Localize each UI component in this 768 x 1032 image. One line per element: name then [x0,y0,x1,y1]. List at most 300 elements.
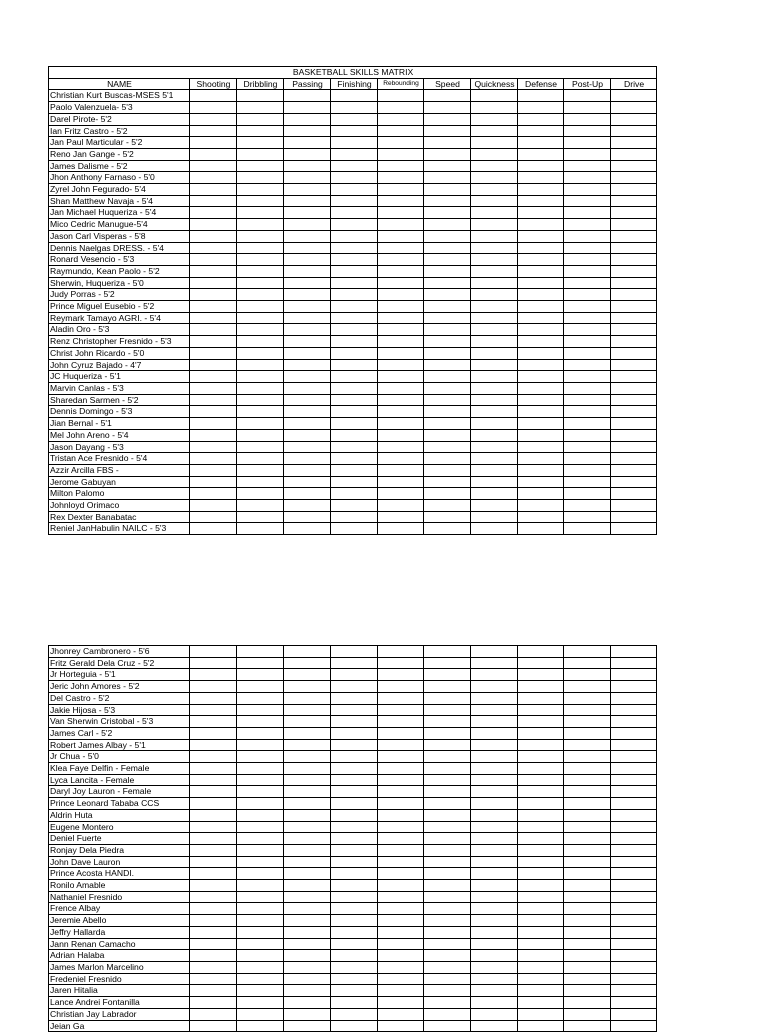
skill-rating-cell[interactable] [611,751,657,763]
skill-rating-cell[interactable] [331,692,378,704]
skill-rating-cell[interactable] [331,950,378,962]
skill-rating-cell[interactable] [237,926,284,938]
skill-rating-cell[interactable] [518,113,564,125]
skill-rating-cell[interactable] [190,774,237,786]
skill-rating-cell[interactable] [424,997,471,1009]
skill-rating-cell[interactable] [284,265,331,277]
skill-rating-cell[interactable] [471,669,518,681]
skill-rating-cell[interactable] [518,382,564,394]
skill-rating-cell[interactable] [190,359,237,371]
skill-rating-cell[interactable] [518,821,564,833]
skill-rating-cell[interactable] [284,915,331,927]
skill-rating-cell[interactable] [331,1008,378,1020]
skill-rating-cell[interactable] [611,950,657,962]
skill-rating-cell[interactable] [284,347,331,359]
skill-rating-cell[interactable] [564,938,611,950]
skill-rating-cell[interactable] [471,868,518,880]
skill-rating-cell[interactable] [284,312,331,324]
skill-rating-cell[interactable] [564,856,611,868]
skill-rating-cell[interactable] [611,1020,657,1032]
skill-rating-cell[interactable] [284,856,331,868]
skill-rating-cell[interactable] [284,973,331,985]
skill-rating-cell[interactable] [518,786,564,798]
skill-rating-cell[interactable] [471,751,518,763]
skill-rating-cell[interactable] [190,429,237,441]
skill-rating-cell[interactable] [424,880,471,892]
skill-rating-cell[interactable] [564,312,611,324]
skill-rating-cell[interactable] [284,751,331,763]
skill-rating-cell[interactable] [611,880,657,892]
skill-rating-cell[interactable] [190,657,237,669]
skill-rating-cell[interactable] [284,1020,331,1032]
skill-rating-cell[interactable] [424,809,471,821]
skill-rating-cell[interactable] [564,973,611,985]
skill-rating-cell[interactable] [518,751,564,763]
skill-rating-cell[interactable] [518,160,564,172]
skill-rating-cell[interactable] [564,751,611,763]
skill-rating-cell[interactable] [378,950,424,962]
skill-rating-cell[interactable] [611,763,657,775]
skill-rating-cell[interactable] [518,716,564,728]
skill-rating-cell[interactable] [564,347,611,359]
skill-rating-cell[interactable] [378,844,424,856]
skill-rating-cell[interactable] [284,523,331,535]
skill-rating-cell[interactable] [518,418,564,430]
skill-rating-cell[interactable] [237,903,284,915]
skill-rating-cell[interactable] [237,289,284,301]
skill-rating-cell[interactable] [611,809,657,821]
skill-rating-cell[interactable] [564,669,611,681]
skill-rating-cell[interactable] [331,102,378,114]
skill-rating-cell[interactable] [564,809,611,821]
skill-rating-cell[interactable] [331,669,378,681]
skill-rating-cell[interactable] [518,915,564,927]
skill-rating-cell[interactable] [611,856,657,868]
skill-rating-cell[interactable] [471,511,518,523]
skill-rating-cell[interactable] [331,418,378,430]
skill-rating-cell[interactable] [564,382,611,394]
skill-rating-cell[interactable] [331,359,378,371]
skill-rating-cell[interactable] [284,102,331,114]
skill-rating-cell[interactable] [331,277,378,289]
skill-rating-cell[interactable] [378,265,424,277]
skill-rating-cell[interactable] [237,821,284,833]
skill-rating-cell[interactable] [190,915,237,927]
skill-rating-cell[interactable] [190,751,237,763]
skill-rating-cell[interactable] [471,90,518,102]
skill-rating-cell[interactable] [284,148,331,160]
skill-rating-cell[interactable] [471,195,518,207]
skill-rating-cell[interactable] [190,371,237,383]
skill-rating-cell[interactable] [471,915,518,927]
skill-rating-cell[interactable] [378,985,424,997]
skill-rating-cell[interactable] [237,441,284,453]
skill-rating-cell[interactable] [237,950,284,962]
skill-rating-cell[interactable] [471,102,518,114]
skill-rating-cell[interactable] [518,102,564,114]
skill-rating-cell[interactable] [237,1020,284,1032]
skill-rating-cell[interactable] [190,394,237,406]
skill-rating-cell[interactable] [378,90,424,102]
skill-rating-cell[interactable] [331,798,378,810]
skill-rating-cell[interactable] [378,172,424,184]
skill-rating-cell[interactable] [611,184,657,196]
skill-rating-cell[interactable] [331,90,378,102]
skill-rating-cell[interactable] [190,961,237,973]
skill-rating-cell[interactable] [518,347,564,359]
skill-rating-cell[interactable] [378,184,424,196]
skill-rating-cell[interactable] [284,195,331,207]
skill-rating-cell[interactable] [518,230,564,242]
skill-rating-cell[interactable] [471,265,518,277]
skill-rating-cell[interactable] [564,195,611,207]
skill-rating-cell[interactable] [611,371,657,383]
skill-rating-cell[interactable] [611,844,657,856]
skill-rating-cell[interactable] [331,523,378,535]
skill-rating-cell[interactable] [564,844,611,856]
skill-rating-cell[interactable] [190,172,237,184]
skill-rating-cell[interactable] [237,113,284,125]
skill-rating-cell[interactable] [471,1008,518,1020]
skill-rating-cell[interactable] [378,488,424,500]
skill-rating-cell[interactable] [564,523,611,535]
skill-rating-cell[interactable] [237,798,284,810]
skill-rating-cell[interactable] [237,453,284,465]
skill-rating-cell[interactable] [190,336,237,348]
skill-rating-cell[interactable] [564,833,611,845]
skill-rating-cell[interactable] [611,394,657,406]
skill-rating-cell[interactable] [611,453,657,465]
skill-rating-cell[interactable] [237,265,284,277]
skill-rating-cell[interactable] [378,681,424,693]
skill-rating-cell[interactable] [564,418,611,430]
skill-rating-cell[interactable] [518,973,564,985]
skill-rating-cell[interactable] [564,926,611,938]
skill-rating-cell[interactable] [331,751,378,763]
skill-rating-cell[interactable] [190,277,237,289]
skill-rating-cell[interactable] [237,915,284,927]
skill-rating-cell[interactable] [378,1008,424,1020]
skill-rating-cell[interactable] [378,301,424,313]
skill-rating-cell[interactable] [237,716,284,728]
skill-rating-cell[interactable] [237,137,284,149]
skill-rating-cell[interactable] [331,868,378,880]
skill-rating-cell[interactable] [284,903,331,915]
skill-rating-cell[interactable] [331,406,378,418]
skill-rating-cell[interactable] [471,184,518,196]
skill-rating-cell[interactable] [237,833,284,845]
skill-rating-cell[interactable] [564,125,611,137]
skill-rating-cell[interactable] [237,844,284,856]
skill-rating-cell[interactable] [284,716,331,728]
skill-rating-cell[interactable] [378,382,424,394]
skill-rating-cell[interactable] [331,453,378,465]
skill-rating-cell[interactable] [331,821,378,833]
skill-rating-cell[interactable] [190,973,237,985]
skill-rating-cell[interactable] [564,137,611,149]
skill-rating-cell[interactable] [331,336,378,348]
skill-rating-cell[interactable] [518,242,564,254]
skill-rating-cell[interactable] [284,476,331,488]
skill-rating-cell[interactable] [564,681,611,693]
skill-rating-cell[interactable] [378,347,424,359]
skill-rating-cell[interactable] [378,359,424,371]
skill-rating-cell[interactable] [471,312,518,324]
skill-rating-cell[interactable] [564,704,611,716]
skill-rating-cell[interactable] [331,488,378,500]
skill-rating-cell[interactable] [190,207,237,219]
skill-rating-cell[interactable] [424,868,471,880]
skill-rating-cell[interactable] [424,441,471,453]
skill-rating-cell[interactable] [331,347,378,359]
skill-rating-cell[interactable] [284,774,331,786]
skill-rating-cell[interactable] [518,692,564,704]
skill-rating-cell[interactable] [564,406,611,418]
skill-rating-cell[interactable] [611,511,657,523]
skill-rating-cell[interactable] [471,137,518,149]
skill-rating-cell[interactable] [331,511,378,523]
skill-rating-cell[interactable] [237,254,284,266]
skill-rating-cell[interactable] [424,938,471,950]
skill-rating-cell[interactable] [378,148,424,160]
skill-rating-cell[interactable] [284,336,331,348]
skill-rating-cell[interactable] [611,219,657,231]
skill-rating-cell[interactable] [331,429,378,441]
skill-rating-cell[interactable] [237,488,284,500]
skill-rating-cell[interactable] [284,511,331,523]
skill-rating-cell[interactable] [237,523,284,535]
skill-rating-cell[interactable] [611,429,657,441]
skill-rating-cell[interactable] [284,207,331,219]
skill-rating-cell[interactable] [564,997,611,1009]
skill-rating-cell[interactable] [378,692,424,704]
skill-rating-cell[interactable] [471,324,518,336]
skill-rating-cell[interactable] [424,511,471,523]
skill-rating-cell[interactable] [190,716,237,728]
skill-rating-cell[interactable] [518,511,564,523]
skill-rating-cell[interactable] [331,704,378,716]
skill-rating-cell[interactable] [611,868,657,880]
skill-rating-cell[interactable] [284,137,331,149]
skill-rating-cell[interactable] [564,160,611,172]
skill-rating-cell[interactable] [331,137,378,149]
skill-rating-cell[interactable] [284,809,331,821]
skill-rating-cell[interactable] [611,90,657,102]
skill-rating-cell[interactable] [471,786,518,798]
skill-rating-cell[interactable] [237,809,284,821]
skill-rating-cell[interactable] [378,903,424,915]
skill-rating-cell[interactable] [518,739,564,751]
skill-rating-cell[interactable] [518,985,564,997]
skill-rating-cell[interactable] [284,90,331,102]
skill-rating-cell[interactable] [378,242,424,254]
skill-rating-cell[interactable] [564,184,611,196]
skill-rating-cell[interactable] [237,277,284,289]
skill-rating-cell[interactable] [518,137,564,149]
skill-rating-cell[interactable] [424,371,471,383]
skill-rating-cell[interactable] [237,774,284,786]
skill-rating-cell[interactable] [284,230,331,242]
skill-rating-cell[interactable] [331,997,378,1009]
skill-rating-cell[interactable] [564,464,611,476]
skill-rating-cell[interactable] [564,371,611,383]
skill-rating-cell[interactable] [471,230,518,242]
skill-rating-cell[interactable] [564,1020,611,1032]
skill-rating-cell[interactable] [190,476,237,488]
skill-rating-cell[interactable] [424,798,471,810]
skill-rating-cell[interactable] [611,1008,657,1020]
skill-rating-cell[interactable] [424,763,471,775]
skill-rating-cell[interactable] [564,657,611,669]
skill-rating-cell[interactable] [190,160,237,172]
skill-rating-cell[interactable] [518,798,564,810]
skill-rating-cell[interactable] [378,289,424,301]
skill-rating-cell[interactable] [564,774,611,786]
skill-rating-cell[interactable] [471,289,518,301]
skill-rating-cell[interactable] [518,464,564,476]
skill-rating-cell[interactable] [190,997,237,1009]
skill-rating-cell[interactable] [518,856,564,868]
skill-rating-cell[interactable] [190,704,237,716]
skill-rating-cell[interactable] [611,347,657,359]
skill-rating-cell[interactable] [564,903,611,915]
skill-rating-cell[interactable] [424,148,471,160]
skill-rating-cell[interactable] [331,880,378,892]
skill-rating-cell[interactable] [611,172,657,184]
skill-rating-cell[interactable] [190,856,237,868]
skill-rating-cell[interactable] [424,476,471,488]
skill-rating-cell[interactable] [424,646,471,658]
skill-rating-cell[interactable] [471,148,518,160]
skill-rating-cell[interactable] [284,301,331,313]
skill-rating-cell[interactable] [518,289,564,301]
skill-rating-cell[interactable] [331,681,378,693]
skill-rating-cell[interactable] [237,347,284,359]
skill-rating-cell[interactable] [518,704,564,716]
skill-rating-cell[interactable] [611,230,657,242]
skill-rating-cell[interactable] [424,692,471,704]
skill-rating-cell[interactable] [611,657,657,669]
skill-rating-cell[interactable] [331,727,378,739]
skill-rating-cell[interactable] [190,985,237,997]
skill-rating-cell[interactable] [611,739,657,751]
skill-rating-cell[interactable] [331,926,378,938]
skill-rating-cell[interactable] [424,926,471,938]
skill-rating-cell[interactable] [471,997,518,1009]
skill-rating-cell[interactable] [237,868,284,880]
skill-rating-cell[interactable] [518,406,564,418]
skill-rating-cell[interactable] [190,488,237,500]
skill-rating-cell[interactable] [424,464,471,476]
skill-rating-cell[interactable] [471,347,518,359]
skill-rating-cell[interactable] [564,692,611,704]
skill-rating-cell[interactable] [424,704,471,716]
skill-rating-cell[interactable] [424,359,471,371]
skill-rating-cell[interactable] [284,961,331,973]
skill-rating-cell[interactable] [237,371,284,383]
skill-rating-cell[interactable] [284,891,331,903]
skill-rating-cell[interactable] [237,669,284,681]
skill-rating-cell[interactable] [611,774,657,786]
skill-rating-cell[interactable] [471,476,518,488]
skill-rating-cell[interactable] [564,277,611,289]
skill-rating-cell[interactable] [518,172,564,184]
skill-rating-cell[interactable] [331,301,378,313]
skill-rating-cell[interactable] [378,523,424,535]
skill-rating-cell[interactable] [378,880,424,892]
skill-rating-cell[interactable] [518,90,564,102]
skill-rating-cell[interactable] [518,254,564,266]
skill-rating-cell[interactable] [471,336,518,348]
skill-rating-cell[interactable] [190,301,237,313]
skill-rating-cell[interactable] [237,219,284,231]
skill-rating-cell[interactable] [564,113,611,125]
skill-rating-cell[interactable] [190,500,237,512]
skill-rating-cell[interactable] [284,646,331,658]
skill-rating-cell[interactable] [331,195,378,207]
skill-rating-cell[interactable] [518,184,564,196]
skill-rating-cell[interactable] [284,997,331,1009]
skill-rating-cell[interactable] [237,681,284,693]
skill-rating-cell[interactable] [518,880,564,892]
skill-rating-cell[interactable] [518,500,564,512]
skill-rating-cell[interactable] [424,961,471,973]
skill-rating-cell[interactable] [611,798,657,810]
skill-rating-cell[interactable] [611,727,657,739]
skill-rating-cell[interactable] [190,938,237,950]
skill-rating-cell[interactable] [611,523,657,535]
skill-rating-cell[interactable] [424,207,471,219]
skill-rating-cell[interactable] [518,429,564,441]
skill-rating-cell[interactable] [378,973,424,985]
skill-rating-cell[interactable] [190,113,237,125]
skill-rating-cell[interactable] [564,763,611,775]
skill-rating-cell[interactable] [611,265,657,277]
skill-rating-cell[interactable] [190,727,237,739]
skill-rating-cell[interactable] [331,476,378,488]
skill-rating-cell[interactable] [237,125,284,137]
skill-rating-cell[interactable] [378,453,424,465]
skill-rating-cell[interactable] [424,774,471,786]
skill-rating-cell[interactable] [190,903,237,915]
skill-rating-cell[interactable] [331,891,378,903]
skill-rating-cell[interactable] [471,727,518,739]
skill-rating-cell[interactable] [378,230,424,242]
skill-rating-cell[interactable] [378,429,424,441]
skill-rating-cell[interactable] [237,418,284,430]
skill-rating-cell[interactable] [237,646,284,658]
skill-rating-cell[interactable] [424,453,471,465]
skill-rating-cell[interactable] [564,915,611,927]
skill-rating-cell[interactable] [190,254,237,266]
skill-rating-cell[interactable] [471,523,518,535]
skill-rating-cell[interactable] [471,219,518,231]
skill-rating-cell[interactable] [471,891,518,903]
skill-rating-cell[interactable] [471,798,518,810]
skill-rating-cell[interactable] [564,336,611,348]
skill-rating-cell[interactable] [518,1008,564,1020]
skill-rating-cell[interactable] [471,488,518,500]
skill-rating-cell[interactable] [237,751,284,763]
skill-rating-cell[interactable] [331,113,378,125]
skill-rating-cell[interactable] [518,1020,564,1032]
skill-rating-cell[interactable] [284,727,331,739]
skill-rating-cell[interactable] [378,441,424,453]
skill-rating-cell[interactable] [190,868,237,880]
skill-rating-cell[interactable] [237,230,284,242]
skill-rating-cell[interactable] [611,301,657,313]
skill-rating-cell[interactable] [378,312,424,324]
